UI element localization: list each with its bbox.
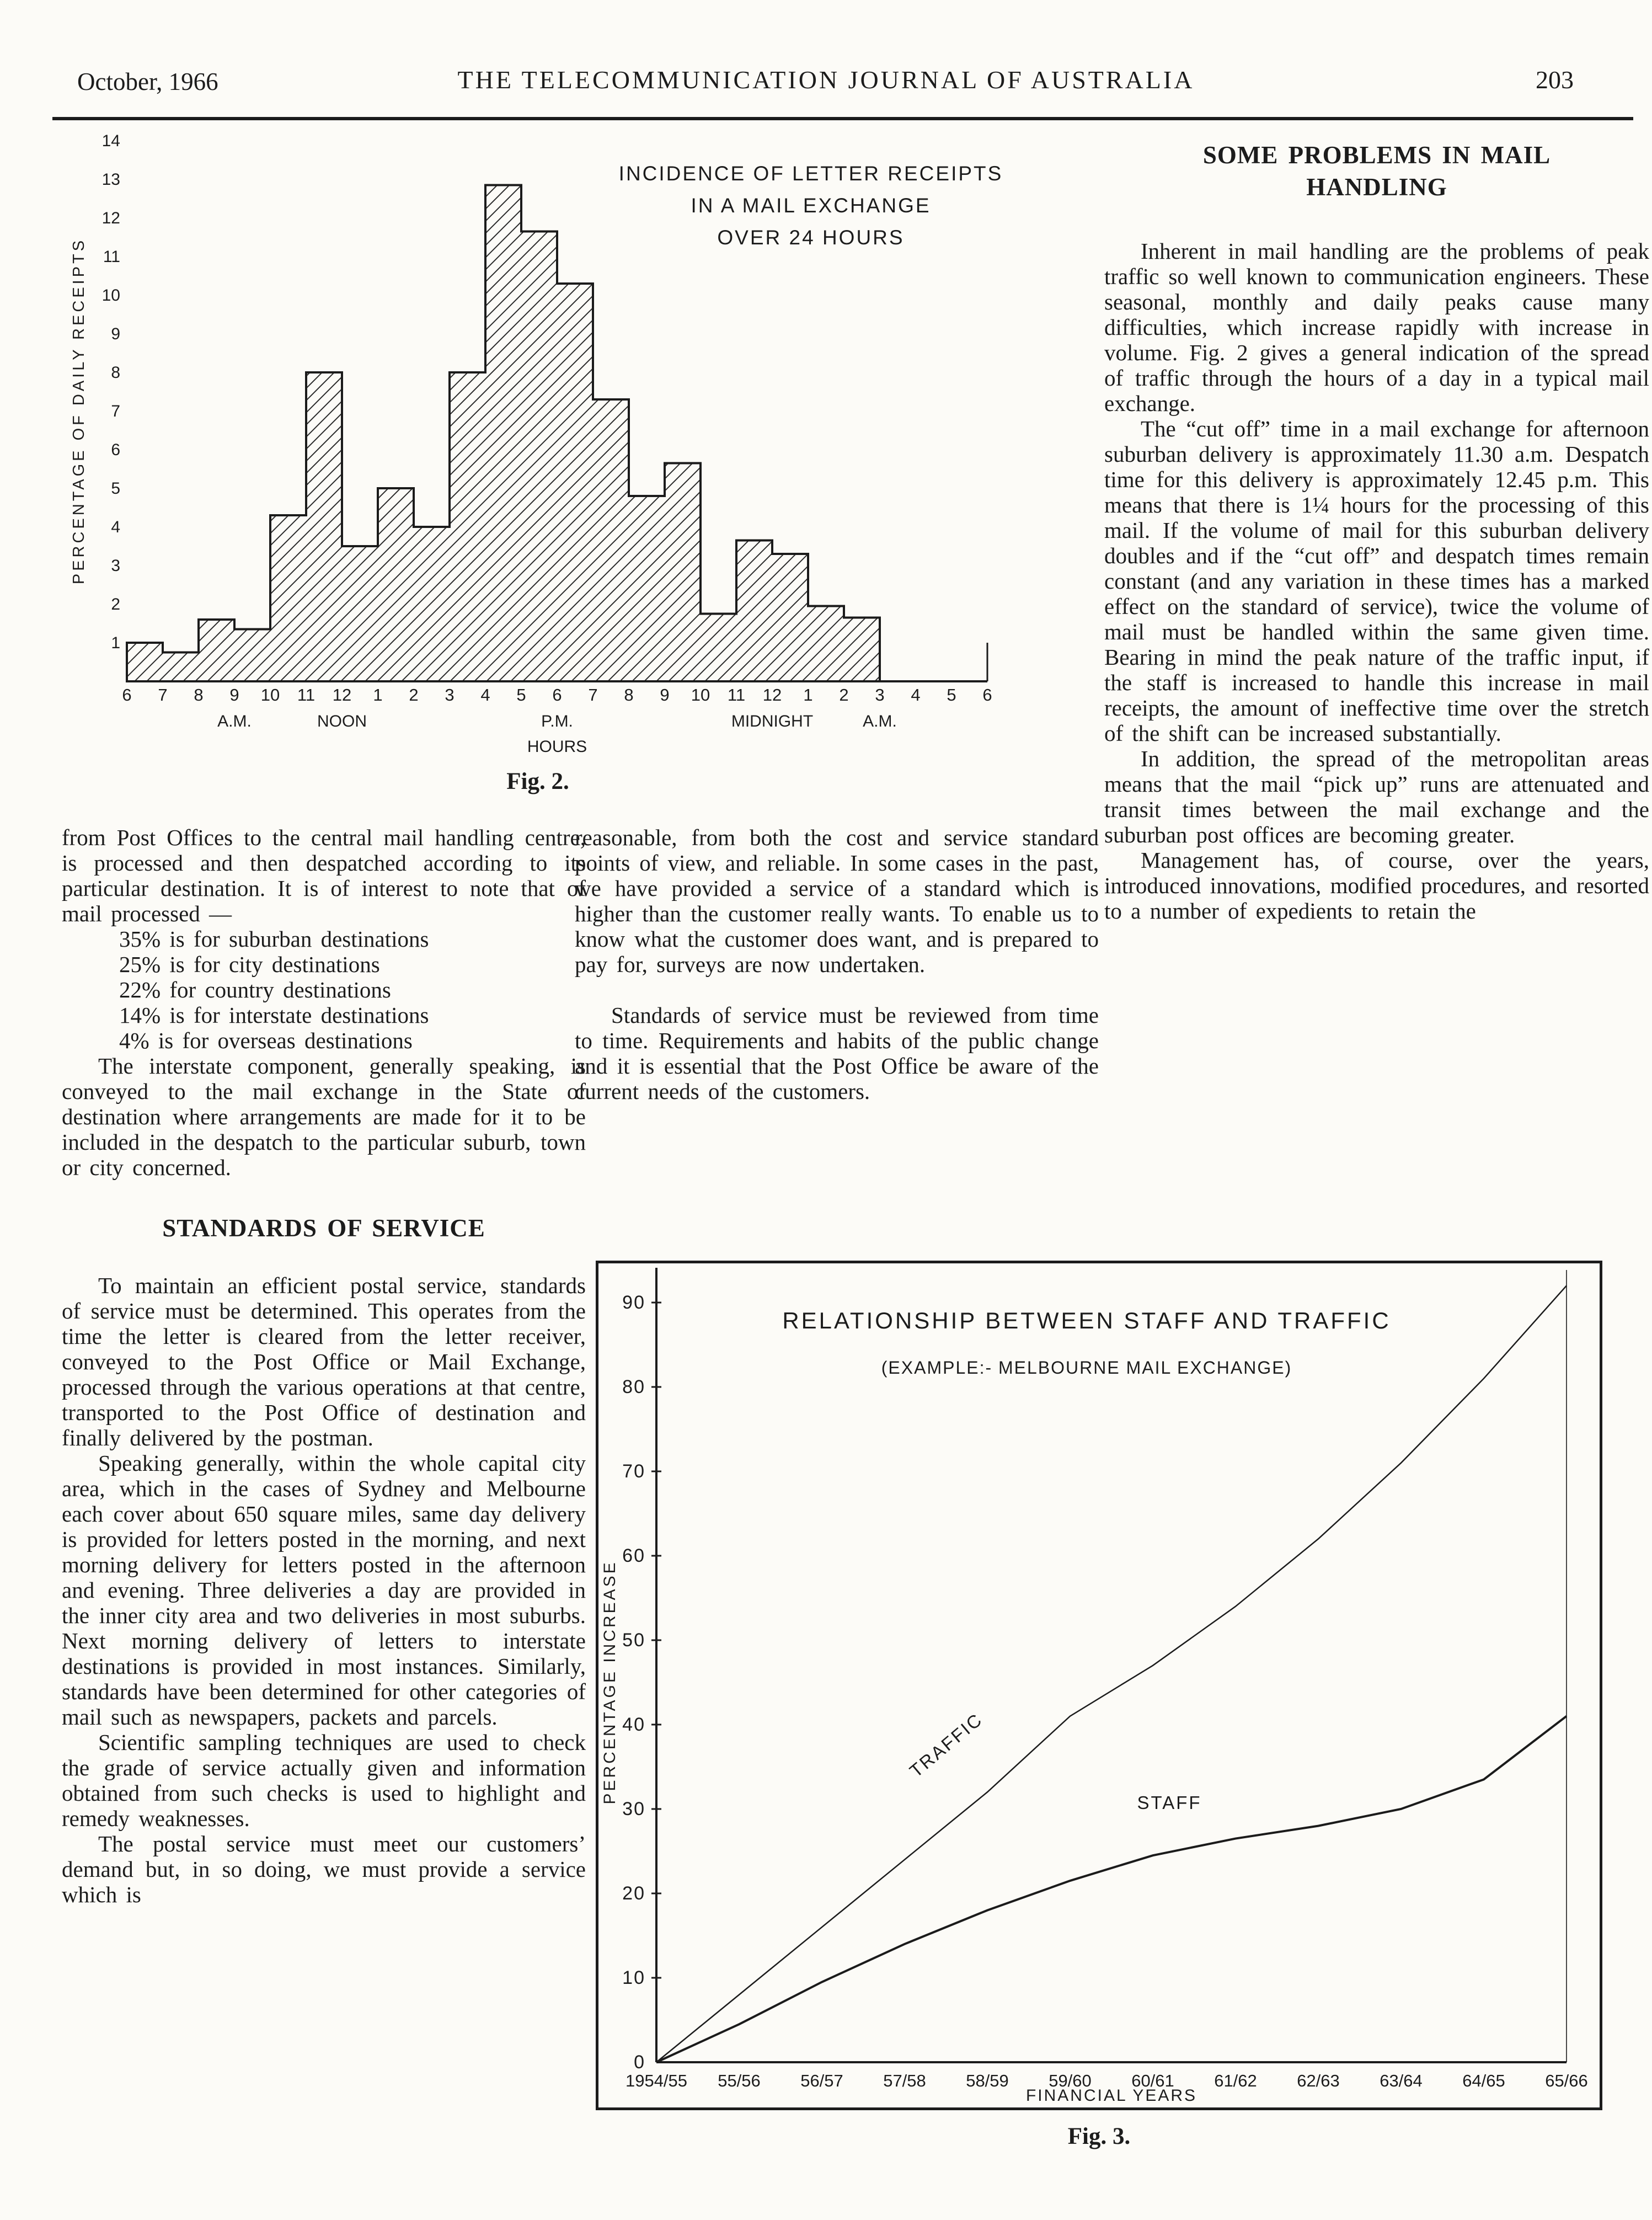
svg-text:1: 1 (111, 634, 120, 652)
paragraph: Inherent in mail handling are the problems of peak traffic so well known to communication engineers. These seasonal, monthly and daily peaks cause many difficulties, which increase rapidly with increase in volume. Fig. 2 gives a general indication of the spread of traffic through the hours of a day in a typical mail exchange. (1104, 238, 1649, 416)
svg-text:OVER 24 HOURS: OVER 24 HOURS (717, 226, 905, 249)
svg-text:5: 5 (947, 685, 956, 705)
svg-text:7: 7 (588, 685, 598, 705)
svg-text:55/56: 55/56 (718, 2071, 761, 2090)
svg-text:50: 50 (622, 1630, 645, 1651)
svg-text:57/58: 57/58 (883, 2071, 926, 2090)
svg-text:11: 11 (103, 248, 120, 266)
column-right (1104, 139, 1649, 924)
svg-text:4: 4 (911, 685, 921, 705)
list-item: 22% for country destinations (119, 977, 391, 1002)
svg-text:9: 9 (111, 325, 120, 343)
section-heading-mail-handling (1104, 139, 1649, 203)
paragraph: The interstate component, generally speaking, is conveyed to the mail exchange in the State of destination where arrangements are made for it to be included in the despatch to the particular suburb, town or city concerned. (62, 1053, 586, 1180)
svg-text:A.M.: A.M. (217, 712, 252, 730)
svg-text:10: 10 (260, 685, 280, 705)
svg-text:30: 30 (622, 1799, 645, 1819)
header-journal-title: THE TELECOMMUNICATION JOURNAL OF AUSTRALIA (457, 66, 1195, 94)
svg-text:2: 2 (409, 685, 419, 705)
svg-text:1954/55: 1954/55 (625, 2071, 688, 2090)
svg-text:60/61: 60/61 (1131, 2071, 1174, 2090)
fig2-caption: Fig. 2. (506, 769, 569, 794)
paragraph: To maintain an efficient postal service, standards of service must be determined. This operates from the time the letter is cleared from the letter receiver, conveyed to the Post Office or Mail Exchange, processed through the various operations at that centre, transported to the Post Office of destination and finally delivered by the postman. (62, 1273, 586, 1450)
svg-text:7: 7 (158, 685, 168, 705)
svg-text:9: 9 (660, 685, 670, 705)
paragraph: The “cut off” time in a mail exchange for afternoon suburban delivery is approximately 11.30 a.m. Despatch time for this delivery is approximately 12.45 p.m. This means that there is 1¼ hours for the processing of this mail. If the volume of mail for this suburban delivery doubles and if the “cut off” and despatch times remain constant (and any variation in these times has a marked effect on the standard of service), twice the volume of mail must be handled within the same given time. Bearing in mind the peak nature of the traffic input, if the staff is increased to handle this increase in mail receipts, the amount of ineffective time over the stretch of the shift can be increased substantially. (1104, 416, 1649, 746)
mail-destination-list (62, 926, 586, 1053)
svg-text:14: 14 (101, 132, 120, 150)
column-left (62, 825, 586, 1907)
svg-text:(EXAMPLE:- MELBOURNE MAIL EXCH: (EXAMPLE:- MELBOURNE MAIL EXCHANGE) (881, 1358, 1292, 1378)
list-item: 25% is for city destinations (119, 952, 380, 977)
svg-text:61/62: 61/62 (1214, 2071, 1257, 2090)
heading-line: HANDLING (1306, 173, 1447, 201)
svg-text:64/65: 64/65 (1462, 2071, 1505, 2090)
paragraph: The postal service must meet our customers’ demand but, in so doing, we must provide a service which is (62, 1831, 586, 1907)
svg-text:20: 20 (622, 1883, 645, 1904)
svg-text:6: 6 (552, 685, 562, 705)
svg-text:10: 10 (691, 685, 710, 705)
header-page-number: 203 (1536, 66, 1574, 94)
svg-text:56/57: 56/57 (800, 2071, 843, 2090)
svg-text:7: 7 (111, 402, 120, 420)
svg-text:59/60: 59/60 (1049, 2071, 1092, 2090)
header-issue-date: October, 1966 (77, 68, 218, 95)
svg-text:4: 4 (111, 518, 120, 536)
svg-text:NOON: NOON (317, 712, 367, 730)
svg-text:P.M.: P.M. (541, 712, 573, 730)
paragraph: Management has, of course, over the years, introduced innovations, modified procedures, and resorted to a number of expedients to retain the (1104, 847, 1649, 924)
svg-text:6: 6 (982, 685, 992, 705)
svg-text:PERCENTAGE INCREASE: PERCENTAGE INCREASE (601, 1560, 619, 1805)
svg-text:6: 6 (122, 685, 132, 705)
svg-text:5: 5 (111, 479, 120, 498)
svg-text:PERCENTAGE OF DAILY RECEIPTS: PERCENTAGE OF DAILY RECEIPTS (70, 237, 88, 585)
svg-text:80: 80 (622, 1376, 645, 1397)
section-heading-standards-of-service: STANDARDS OF SERVICE (162, 1214, 485, 1242)
svg-text:65/66: 65/66 (1545, 2071, 1588, 2090)
svg-text:8: 8 (111, 364, 120, 382)
fig3-staff-traffic-chart (598, 1263, 1600, 2107)
svg-text:3: 3 (111, 557, 120, 575)
list-item: 35% is for suburban destinations (119, 926, 429, 952)
svg-text:6: 6 (111, 441, 120, 459)
svg-text:58/59: 58/59 (966, 2071, 1009, 2090)
svg-text:12: 12 (762, 685, 782, 705)
svg-text:3: 3 (445, 685, 455, 705)
paragraph: In addition, the spread of the metropolitan areas means that the mail “pick up” runs are attenuated and transit times between the mail exchange and the suburban post offices are becoming greater. (1104, 746, 1649, 847)
svg-text:11: 11 (297, 685, 316, 705)
svg-text:63/64: 63/64 (1380, 2071, 1423, 2090)
list-item: 14% is for interstate destinations (119, 1002, 429, 1028)
svg-text:STAFF: STAFF (1137, 1792, 1202, 1813)
svg-text:2: 2 (839, 685, 849, 705)
svg-text:5: 5 (516, 685, 526, 705)
svg-text:3: 3 (875, 685, 885, 705)
list-item: 4% is for overseas destinations (119, 1028, 413, 1053)
svg-text:FINANCIAL YEARS: FINANCIAL YEARS (1025, 2086, 1197, 2105)
header-rule (52, 117, 1633, 120)
fig3-caption: Fig. 3. (1067, 2123, 1131, 2149)
column-middle (575, 825, 1099, 1104)
svg-text:1: 1 (803, 685, 813, 705)
svg-text:12: 12 (332, 685, 352, 705)
paragraph: Speaking generally, within the whole capital city area, which in the cases of Sydney and Melbourne each cover about 650 square miles, same day delivery is provided for letters posted in the morning, and next morning delivery for letters posted in the afternoon and evening. Three deliveries a day are provided in the inner city area and two deliveries in most suburbs. Next morning delivery of letters to interstate destinations is provided in most instances. Similarly, standards have been determined for other categories of mail such as newspapers, packets and parcels. (62, 1450, 586, 1730)
svg-text:90: 90 (622, 1292, 645, 1313)
svg-text:INCIDENCE OF LETTER RECEIPTS: INCIDENCE OF LETTER RECEIPTS (618, 162, 1003, 185)
svg-text:0: 0 (634, 2052, 645, 2073)
svg-text:62/63: 62/63 (1297, 2071, 1340, 2090)
paragraph: Scientific sampling techniques are used to check the grade of service actually given and information obtained from such checks is used to highlight and remedy weaknesses. (62, 1730, 586, 1831)
fig2-letter-receipts-histogram (55, 130, 1020, 797)
svg-text:A.M.: A.M. (863, 712, 897, 730)
svg-text:11: 11 (727, 685, 746, 705)
svg-text:12: 12 (101, 209, 120, 227)
svg-text:9: 9 (229, 685, 239, 705)
svg-text:60: 60 (622, 1545, 645, 1566)
svg-text:TRAFFIC: TRAFFIC (905, 1709, 987, 1781)
svg-text:2: 2 (111, 595, 120, 613)
svg-text:10: 10 (101, 286, 120, 305)
fig3-frame (596, 1261, 1602, 2110)
svg-text:8: 8 (194, 685, 204, 705)
svg-text:MIDNIGHT: MIDNIGHT (731, 712, 814, 730)
svg-text:13: 13 (101, 170, 120, 189)
svg-text:1: 1 (373, 685, 383, 705)
svg-text:8: 8 (624, 685, 634, 705)
paragraph: reasonable, from both the cost and service standard points of view, and reliable. In some cases in the past, we have provided a service of a standard which is higher than the customer really wants. To enable us to know what the customer does want, and is prepared to pay for, surveys are now undertaken. (575, 825, 1099, 977)
paragraph: Standards of service must be reviewed from time to time. Requirements and habits of the public change and it is essential that the Post Office be aware of the current needs of the customers. (575, 1002, 1099, 1104)
svg-text:10: 10 (622, 1967, 645, 1988)
paragraph: from Post Offices to the central mail handling centre, is processed and then despatched according to its particular destination. It is of interest to note that of mail processed — (62, 825, 586, 926)
svg-text:4: 4 (480, 685, 490, 705)
svg-text:70: 70 (622, 1461, 645, 1482)
svg-text:IN A MAIL EXCHANGE: IN A MAIL EXCHANGE (691, 194, 931, 217)
svg-text:RELATIONSHIP BETWEEN STAFF AND: RELATIONSHIP BETWEEN STAFF AND TRAFFIC (782, 1308, 1391, 1333)
heading-line: SOME PROBLEMS IN MAIL (1202, 141, 1551, 169)
svg-text:HOURS: HOURS (527, 738, 587, 756)
svg-text:40: 40 (622, 1714, 645, 1735)
